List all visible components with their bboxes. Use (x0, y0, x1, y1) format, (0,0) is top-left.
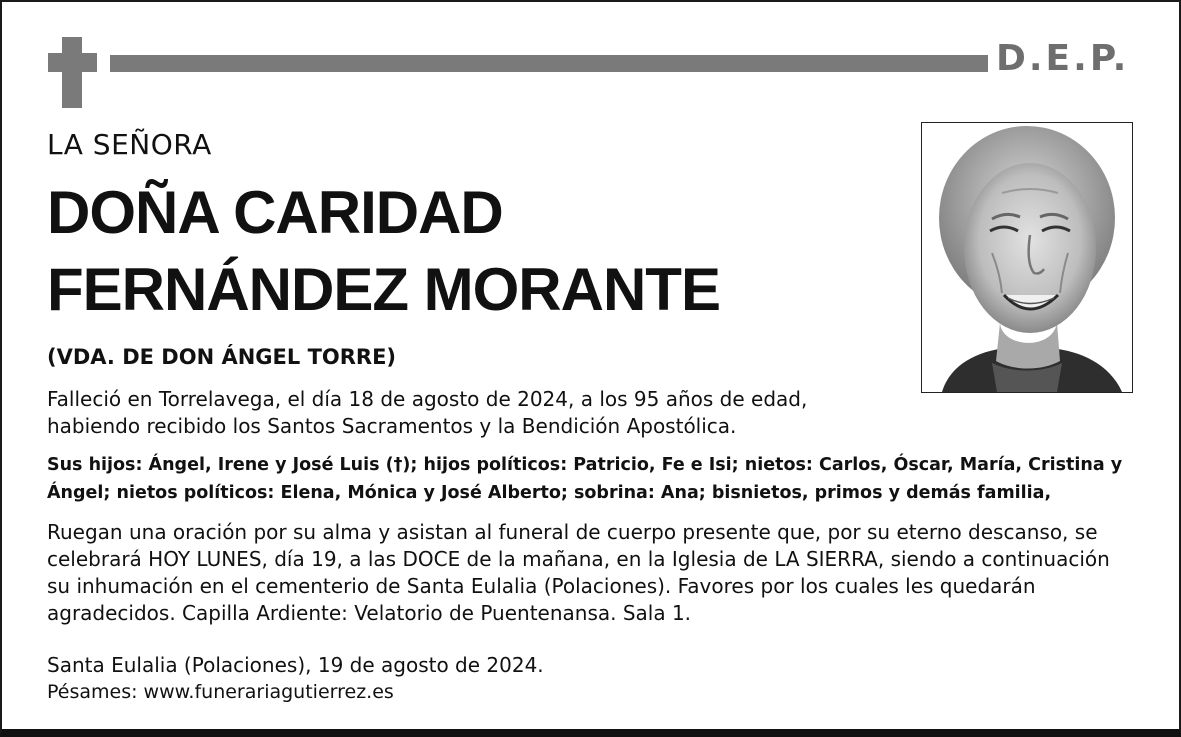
deceased-name-line2: FERNÁNDEZ MORANTE (47, 256, 720, 323)
family-list (47, 451, 1122, 507)
header-rule (110, 55, 988, 72)
widow-of: (VDA. DE DON ÁNGEL TORRE) (47, 345, 397, 369)
deceased-name-line1: DOÑA CARIDAD (47, 179, 503, 246)
funeral-line3: su inhumación en el cementerio de Santa Eulalia (Polaciones). Favores por los cuales les quedarán (47, 574, 1036, 598)
death-notice-line2: habiendo recibido los Santos Sacramentos y la Bendición Apostólica. (47, 414, 737, 438)
death-notice-line1: Falleció en Torrelavega, el día 18 de agosto de 2024, a los 95 años de edad, (47, 387, 808, 411)
place-date: Santa Eulalia (Polaciones), 19 de agosto de 2024. (47, 653, 544, 677)
dep-label: D.E.P. (996, 38, 1130, 79)
title-prefix: LA SEÑORA (47, 128, 212, 161)
condolences-link: Pésames: www.funerariagutierrez.es (47, 681, 394, 703)
funeral-line1: Ruegan una oración por su alma y asistan al funeral de cuerpo presente que, por su eterno descanso, se (47, 520, 1098, 544)
funeral-line2: celebrará HOY LUNES, día 19, a las DOCE de la mañana, en la Iglesia de LA SIERRA, siendo a continuación (47, 547, 1110, 571)
portrait-photo (921, 122, 1133, 393)
funeral-line4: agradecidos. Capilla Ardiente: Velatorio de Puentenansa. Sala 1. (47, 601, 692, 625)
funeral-details (47, 519, 1110, 627)
cross-icon-vertical (62, 37, 82, 108)
death-notice (47, 386, 807, 440)
family-line1: Sus hijos: Ángel, Irene y José Luis (†); hijos políticos: Patricio, Fe e Isi; nietos: Carlos, Óscar, María, Cristina y (47, 455, 1123, 475)
cross-icon-horizontal (48, 53, 97, 72)
family-line2: Ángel; nietos políticos: Elena, Mónica y José Alberto; sobrina: Ana; bisnietos, primos y demás familia, (47, 483, 1052, 503)
